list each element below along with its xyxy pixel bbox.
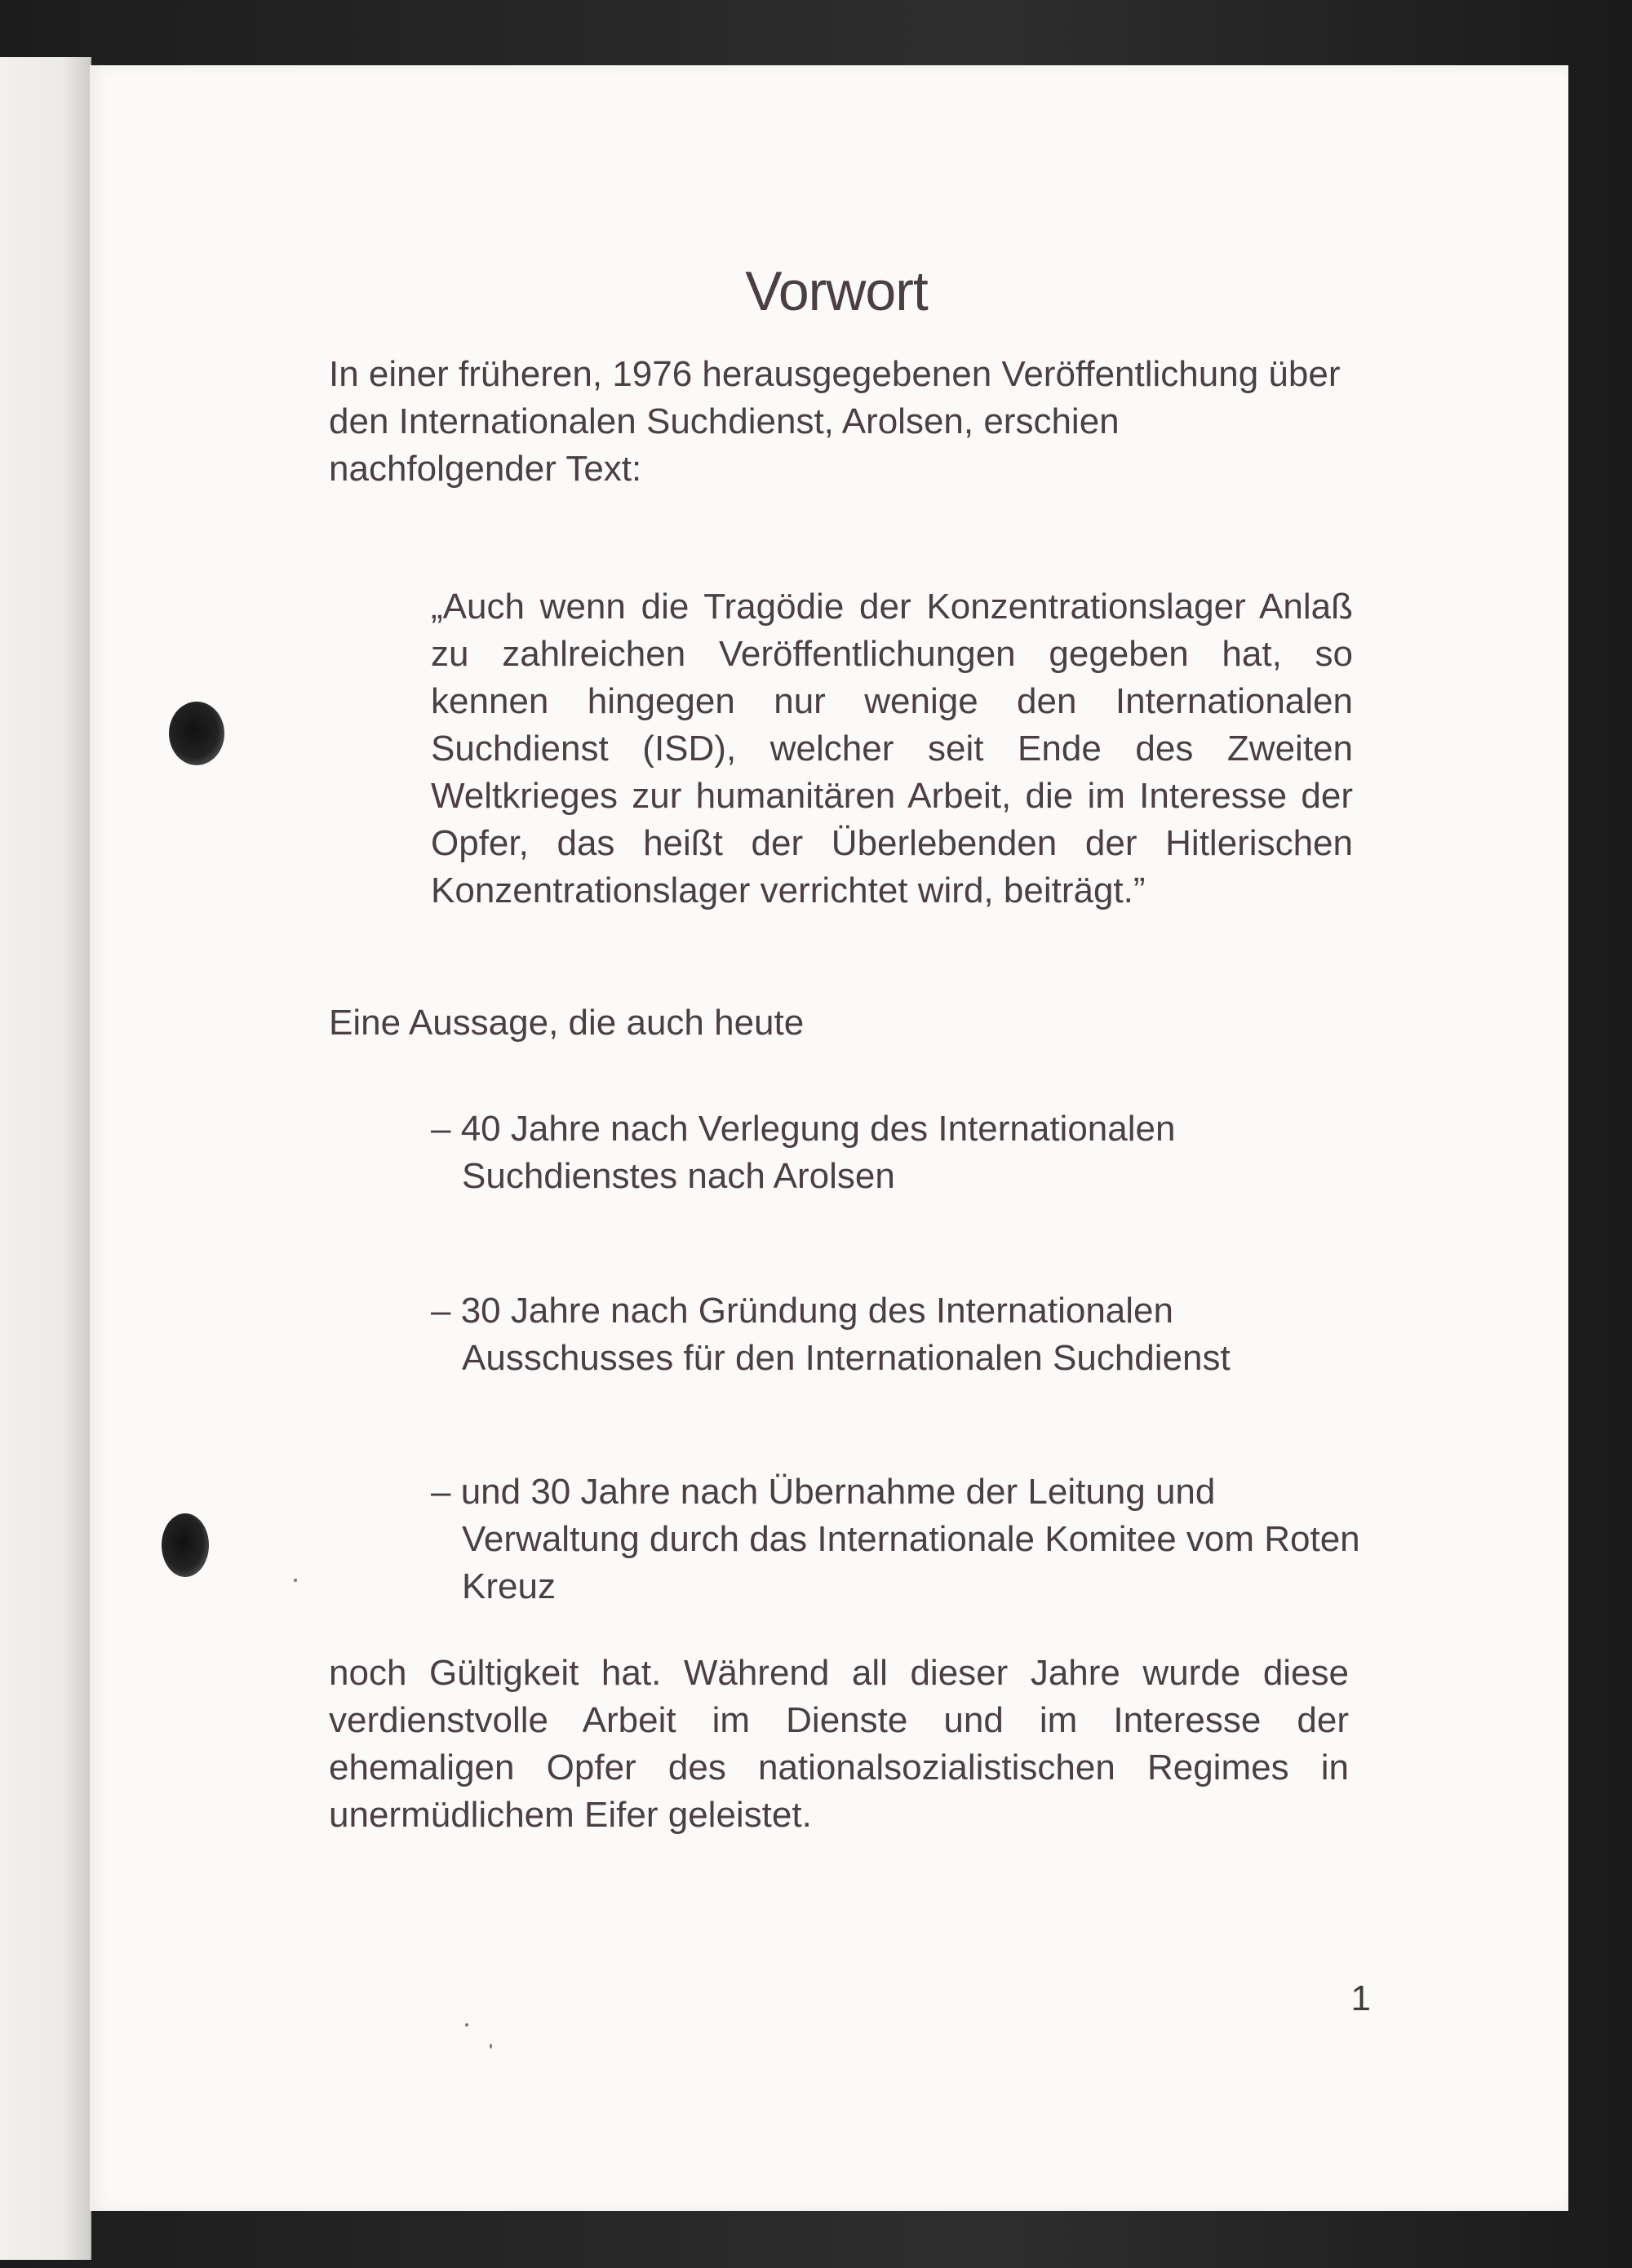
left-page-edge: [0, 57, 91, 2260]
list-item: – 40 Jahre nach Verlegung des Internationalen Suchdienstes nach Arolsen: [431, 1109, 1176, 1196]
page-title: Vorwort: [745, 260, 928, 322]
dust-speck: [490, 2044, 492, 2049]
list-item: – 30 Jahre nach Gründung des Internationalen Ausschusses für den Internationalen Suchdienst: [431, 1291, 1231, 1378]
statement-line: Eine Aussage, die auch heute: [329, 1003, 805, 1043]
quote-paragraph: „Auch wenn die Tragödie der Konzentrationslager Anlaß zu zahlreichen Veröffentlichungen gegeben hat, so kennen hingegen nur wenige den Internationalen Suchdienst (ISD), welcher seit Ende des Zweiten Weltkrieges zur humanitären Arbeit, die im Interesse der Opfer, das heißt der Überlebenden der Hitlerischen Konzentrationslager verrichtet wird, beiträgt.”: [431, 587, 1353, 910]
dust-speck: [465, 2023, 468, 2027]
dust-speck: [294, 1579, 297, 1582]
list-item: – und 30 Jahre nach Übernahme der Leitung und Verwaltung durch das Internationale Komitee vom Roten Kreuz: [431, 1472, 1360, 1606]
page-number: 1: [1350, 1978, 1371, 2018]
punch-hole-bottom: [162, 1513, 209, 1577]
punch-hole-top: [169, 702, 224, 765]
closing-paragraph: noch Gültigkeit hat. Während all dieser Jahre wurde diese verdienstvolle Arbeit im Dienste und im Interesse der ehemaligen Opfer des nationalsozialistischen Regimes in unermüdlichem Eifer geleistet.: [329, 1653, 1349, 1835]
intro-paragraph: In einer früheren, 1976 herausgegebenen Veröffentlichung über den Internationalen Suchdienst, Arolsen, erschien nachfolgender Text:: [329, 354, 1341, 489]
